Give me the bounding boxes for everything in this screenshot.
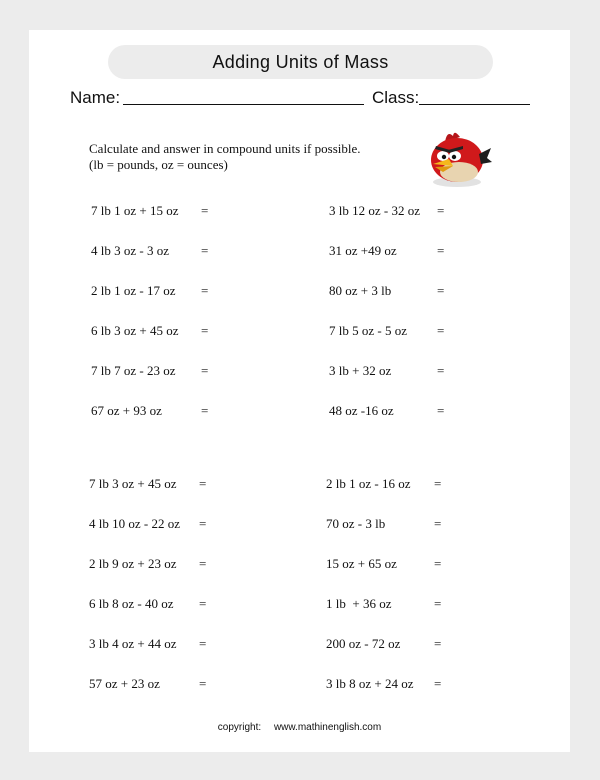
problem-expression: 67 oz + 93 oz xyxy=(91,403,162,418)
problem-expression: 7 lb 7 oz - 23 oz xyxy=(91,363,176,378)
problem-expression: 3 lb 4 oz + 44 oz xyxy=(89,636,177,651)
problem-expression: 3 lb + 32 oz xyxy=(329,363,392,378)
equals-sign: = xyxy=(437,283,445,298)
equals-sign: = xyxy=(434,676,442,691)
equals-sign: = xyxy=(199,596,207,611)
copyright-site: www.mathinenglish.com xyxy=(273,722,382,733)
equals-sign: = xyxy=(201,203,209,218)
equals-sign: = xyxy=(201,363,209,378)
problem-expression: 7 lb 5 oz - 5 oz xyxy=(329,323,407,338)
worksheet-title: Adding Units of Mass xyxy=(108,45,493,79)
class-line[interactable] xyxy=(419,104,530,105)
problem-expression: 48 oz -16 oz xyxy=(329,403,394,418)
problem-expression: 2 lb 1 oz - 16 oz xyxy=(326,476,411,491)
equals-sign: = xyxy=(201,283,209,298)
instructions-line-2: (lb = pounds, oz = ounces) xyxy=(89,157,228,172)
name-label: Name: xyxy=(70,88,121,107)
problem-expression: 31 oz +49 oz xyxy=(329,243,397,258)
equals-sign: = xyxy=(437,243,445,258)
problem-expression: 57 oz + 23 oz xyxy=(89,676,160,691)
equals-sign: = xyxy=(199,516,207,531)
equals-sign: = xyxy=(199,476,207,491)
instructions-line-1: Calculate and answer in compound units if possible. xyxy=(89,141,361,156)
problem-expression: 4 lb 10 oz - 22 oz xyxy=(89,516,180,531)
problem-expression: 3 lb 12 oz - 32 oz xyxy=(329,203,420,218)
equals-sign: = xyxy=(201,323,209,338)
problem-expression: 70 oz - 3 lb xyxy=(326,516,386,531)
problem-expression: 2 lb 1 oz - 17 oz xyxy=(91,283,176,298)
problem-expression: 7 lb 1 oz + 15 oz xyxy=(91,203,179,218)
problem-expression: 6 lb 8 oz - 40 oz xyxy=(89,596,174,611)
equals-sign: = xyxy=(434,476,442,491)
equals-sign: = xyxy=(434,636,442,651)
problem-expression: 1 lb + 36 oz xyxy=(326,596,392,611)
problem-expression: 6 lb 3 oz + 45 oz xyxy=(91,323,179,338)
copyright-label: copyright: xyxy=(217,722,262,733)
equals-sign: = xyxy=(199,636,207,651)
class-label: Class: xyxy=(372,88,420,107)
equals-sign: = xyxy=(437,403,445,418)
footer xyxy=(29,722,570,733)
equals-sign: = xyxy=(434,596,442,611)
problem-expression: 200 oz - 72 oz xyxy=(326,636,401,651)
equals-sign: = xyxy=(434,556,442,571)
equals-sign: = xyxy=(434,516,442,531)
equals-sign: = xyxy=(199,676,207,691)
equals-sign: = xyxy=(199,556,207,571)
equals-sign: = xyxy=(437,363,445,378)
problem-expression: 3 lb 8 oz + 24 oz xyxy=(326,676,414,691)
name-line[interactable] xyxy=(123,104,364,105)
equals-sign: = xyxy=(437,203,445,218)
problem-expression: 80 oz + 3 lb xyxy=(329,283,392,298)
equals-sign: = xyxy=(201,243,209,258)
red-bird-icon xyxy=(421,128,493,190)
equals-sign: = xyxy=(437,323,445,338)
equals-sign: = xyxy=(201,403,209,418)
instructions xyxy=(89,141,361,173)
problem-expression: 15 oz + 65 oz xyxy=(326,556,397,571)
problem-expression: 7 lb 3 oz + 45 oz xyxy=(89,476,177,491)
worksheet-page xyxy=(29,30,570,752)
problem-expression: 4 lb 3 oz - 3 oz xyxy=(91,243,169,258)
problem-expression: 2 lb 9 oz + 23 oz xyxy=(89,556,177,571)
